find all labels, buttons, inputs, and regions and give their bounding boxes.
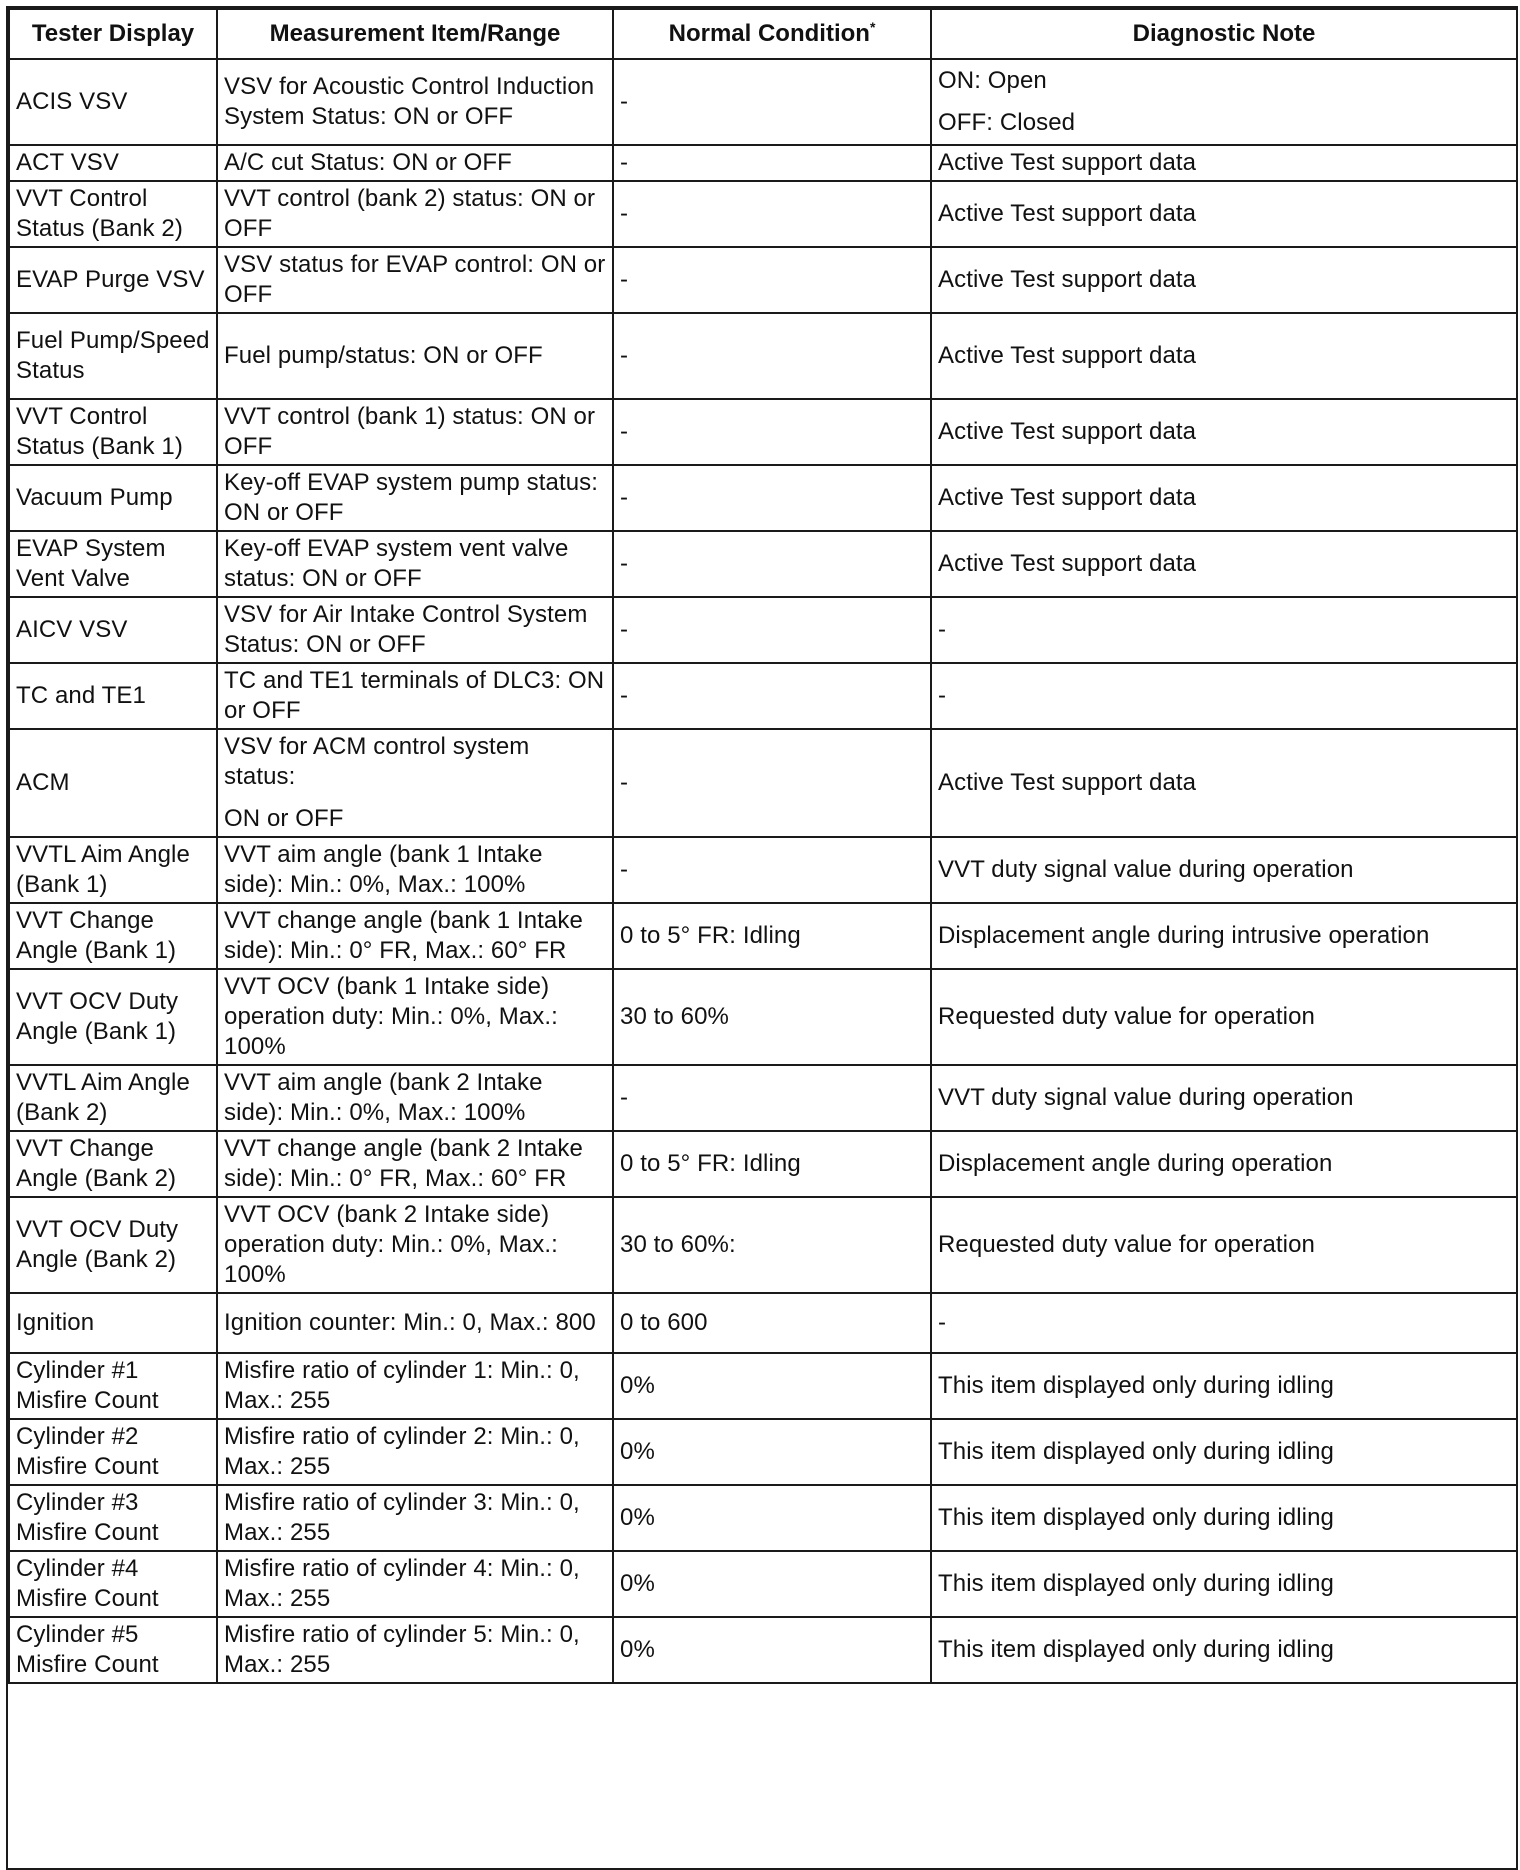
cell-normal-condition-text: -: [620, 418, 629, 445]
cell-measurement-item: [217, 1293, 613, 1353]
header-tester-display: Tester Display: [9, 9, 217, 59]
table-row: [9, 465, 1517, 531]
cell-normal-condition: [613, 145, 931, 181]
cell-diagnostic-note-text: Active Test support data: [938, 418, 1197, 445]
cell-normal-condition: [613, 465, 931, 531]
cell-measurement-item-text-secondary: ON or OFF: [224, 805, 344, 832]
cell-measurement-item: [217, 729, 613, 837]
cell-normal-condition-text: -: [620, 88, 629, 115]
cell-normal-condition: [613, 597, 931, 663]
cell-tester-display: [9, 1617, 217, 1683]
cell-normal-condition-text: 0 to 5° FR: Idling: [620, 922, 801, 949]
cell-normal-condition: [613, 729, 931, 837]
cell-diagnostic-note: [931, 1197, 1517, 1293]
cell-diagnostic-note: [931, 181, 1517, 247]
cell-normal-condition-text: -: [620, 682, 629, 709]
cell-measurement-item-text: Misfire ratio of cylinder 1: Min.: 0, Max.: 255: [224, 1357, 580, 1414]
cell-normal-condition: [613, 313, 931, 399]
cell-tester-display-text: EVAP System Vent Valve: [16, 535, 166, 592]
cell-tester-display-text: EVAP Purge VSV: [16, 266, 205, 293]
cell-normal-condition-text: -: [620, 856, 629, 883]
cell-tester-display-text: VVT Control Status (Bank 1): [16, 403, 183, 460]
cell-diagnostic-note-text: VVT duty signal value during operation: [938, 1084, 1354, 1111]
table-header-row: [9, 9, 1517, 59]
cell-tester-display-text: Cylinder #3 Misfire Count: [16, 1489, 159, 1546]
cell-diagnostic-note: [931, 969, 1517, 1065]
table-row: [9, 531, 1517, 597]
cell-measurement-item: [217, 465, 613, 531]
table-row: [9, 1353, 1517, 1419]
cell-measurement-item-text: VVT change angle (bank 1 Intake side): Min.: 0° FR, Max.: 60° FR: [224, 907, 583, 964]
cell-normal-condition: [613, 837, 931, 903]
cell-diagnostic-note-text: VVT duty signal value during operation: [938, 856, 1354, 883]
paragraph-gap: [224, 792, 606, 804]
cell-measurement-item-text: VVT control (bank 1) status: ON or OFF: [224, 403, 596, 460]
cell-diagnostic-note-text: This item displayed only during idling: [938, 1438, 1335, 1465]
cell-tester-display-text: Vacuum Pump: [16, 484, 173, 511]
cell-diagnostic-note-text: ON: Open: [938, 67, 1047, 94]
cell-measurement-item: [217, 903, 613, 969]
cell-diagnostic-note: [931, 1551, 1517, 1617]
cell-normal-condition: [613, 663, 931, 729]
header-normal-condition-label: Normal Condition: [668, 20, 870, 47]
cell-normal-condition: [613, 903, 931, 969]
cell-diagnostic-note: [931, 465, 1517, 531]
cell-measurement-item: [217, 531, 613, 597]
cell-measurement-item-text: Misfire ratio of cylinder 2: Min.: 0, Max.: 255: [224, 1423, 580, 1480]
header-measurement-item: Measurement Item/Range: [217, 9, 613, 59]
cell-measurement-item-text: Key-off EVAP system vent valve status: ON or OFF: [224, 535, 569, 592]
cell-tester-display: [9, 663, 217, 729]
cell-tester-display: [9, 1353, 217, 1419]
cell-diagnostic-note-text: Active Test support data: [938, 342, 1197, 369]
cell-normal-condition-text: -: [620, 1084, 629, 1111]
table-row: [9, 903, 1517, 969]
cell-normal-condition-text: 0%: [620, 1570, 655, 1597]
cell-measurement-item-text: TC and TE1 terminals of DLC3: ON or OFF: [224, 667, 605, 724]
cell-measurement-item-text: Misfire ratio of cylinder 3: Min.: 0, Max.: 255: [224, 1489, 580, 1546]
cell-normal-condition-text: -: [620, 149, 629, 176]
cell-normal-condition: [613, 181, 931, 247]
footnote-mark: *: [869, 19, 876, 35]
cell-diagnostic-note: [931, 1293, 1517, 1353]
cell-normal-condition-text: 0%: [620, 1372, 655, 1399]
cell-diagnostic-note-text: -: [938, 1309, 947, 1336]
header-normal-condition: [613, 9, 931, 59]
cell-normal-condition: [613, 531, 931, 597]
cell-diagnostic-note: [931, 247, 1517, 313]
cell-diagnostic-note-text: Active Test support data: [938, 200, 1197, 227]
cell-normal-condition-text: 0 to 5° FR: Idling: [620, 1150, 801, 1177]
cell-tester-display: [9, 465, 217, 531]
cell-measurement-item: [217, 181, 613, 247]
cell-tester-display: [9, 729, 217, 837]
cell-tester-display: [9, 313, 217, 399]
cell-measurement-item: [217, 1485, 613, 1551]
cell-normal-condition-text: -: [620, 550, 629, 577]
cell-tester-display: [9, 59, 217, 145]
cell-tester-display: [9, 1293, 217, 1353]
cell-tester-display-text: ACT VSV: [16, 149, 119, 176]
cell-diagnostic-note-text: Displacement angle during operation: [938, 1150, 1333, 1177]
table-row: [9, 1617, 1517, 1683]
cell-measurement-item: [217, 1065, 613, 1131]
cell-tester-display: [9, 1065, 217, 1131]
cell-diagnostic-note: [931, 1485, 1517, 1551]
cell-measurement-item: [217, 313, 613, 399]
table-row: [9, 1485, 1517, 1551]
cell-measurement-item-text: VVT aim angle (bank 2 Intake side): Min.: 0%, Max.: 100%: [224, 1069, 543, 1126]
cell-tester-display-text: VVT OCV Duty Angle (Bank 2): [16, 1216, 179, 1273]
cell-measurement-item: [217, 597, 613, 663]
cell-diagnostic-note-text: -: [938, 682, 947, 709]
cell-normal-condition-text: 0%: [620, 1636, 655, 1663]
cell-measurement-item-text: VVT OCV (bank 2 Intake side) operation duty: Min.: 0%, Max.: 100%: [224, 1201, 558, 1288]
cell-measurement-item: [217, 1551, 613, 1617]
cell-normal-condition: [613, 1353, 931, 1419]
cell-measurement-item-text: Ignition counter: Min.: 0, Max.: 800: [224, 1309, 596, 1336]
cell-tester-display: [9, 969, 217, 1065]
cell-tester-display-text: Cylinder #2 Misfire Count: [16, 1423, 159, 1480]
cell-measurement-item-text: VSV for Acoustic Control Induction System Status: ON or OFF: [224, 73, 595, 130]
cell-diagnostic-note: [931, 1617, 1517, 1683]
cell-diagnostic-note-text: Active Test support data: [938, 550, 1197, 577]
cell-tester-display: [9, 1551, 217, 1617]
cell-tester-display-text: VVT OCV Duty Angle (Bank 1): [16, 988, 179, 1045]
cell-diagnostic-note-text: Active Test support data: [938, 769, 1197, 796]
cell-normal-condition-text: -: [620, 616, 629, 643]
cell-diagnostic-note: [931, 145, 1517, 181]
cell-normal-condition-text: 0 to 600: [620, 1309, 708, 1336]
cell-tester-display: [9, 145, 217, 181]
cell-tester-display: [9, 531, 217, 597]
cell-tester-display-text: VVT Control Status (Bank 2): [16, 185, 183, 242]
cell-measurement-item-text: VVT aim angle (bank 1 Intake side): Min.: 0%, Max.: 100%: [224, 841, 543, 898]
cell-diagnostic-note: [931, 729, 1517, 837]
cell-diagnostic-note-text-secondary: OFF: Closed: [938, 109, 1076, 136]
cell-normal-condition: [613, 1065, 931, 1131]
cell-normal-condition-text: -: [620, 484, 629, 511]
cell-tester-display-text: VVT Change Angle (Bank 1): [16, 907, 177, 964]
cell-measurement-item: [217, 59, 613, 145]
cell-measurement-item: [217, 247, 613, 313]
table-row: [9, 247, 1517, 313]
cell-normal-condition-text: -: [620, 769, 629, 796]
cell-tester-display-text: Cylinder #1 Misfire Count: [16, 1357, 159, 1414]
cell-tester-display-text: ACIS VSV: [16, 88, 128, 115]
cell-measurement-item: [217, 1353, 613, 1419]
cell-tester-display: [9, 1419, 217, 1485]
cell-diagnostic-note: [931, 1131, 1517, 1197]
table-row: [9, 969, 1517, 1065]
cell-measurement-item-text: VVT change angle (bank 2 Intake side): Min.: 0° FR, Max.: 60° FR: [224, 1135, 583, 1192]
cell-normal-condition: [613, 1131, 931, 1197]
cell-diagnostic-note: [931, 903, 1517, 969]
cell-normal-condition: [613, 1551, 931, 1617]
cell-measurement-item: [217, 145, 613, 181]
table-row: [9, 1065, 1517, 1131]
cell-normal-condition: [613, 247, 931, 313]
cell-normal-condition: [613, 1617, 931, 1683]
table-row: [9, 1551, 1517, 1617]
cell-normal-condition-text: 0%: [620, 1438, 655, 1465]
cell-normal-condition-text: -: [620, 342, 629, 369]
cell-diagnostic-note-text: This item displayed only during idling: [938, 1570, 1335, 1597]
table-row: [9, 837, 1517, 903]
data-list-table: [8, 8, 1518, 1684]
cell-tester-display-text: AICV VSV: [16, 616, 128, 643]
cell-measurement-item: [217, 1131, 613, 1197]
cell-measurement-item-text: VSV status for EVAP control: ON or OFF: [224, 251, 606, 308]
cell-tester-display-text: VVTL Aim Angle (Bank 2): [16, 1069, 190, 1126]
cell-diagnostic-note: [931, 597, 1517, 663]
header-diagnostic-note: Diagnostic Note: [931, 9, 1517, 59]
cell-tester-display-text: Cylinder #5 Misfire Count: [16, 1621, 159, 1678]
cell-diagnostic-note-text: Active Test support data: [938, 266, 1197, 293]
cell-diagnostic-note-text: Requested duty value for operation: [938, 1231, 1315, 1258]
cell-diagnostic-note: [931, 1353, 1517, 1419]
table-row: [9, 597, 1517, 663]
cell-measurement-item-text: VVT control (bank 2) status: ON or OFF: [224, 185, 596, 242]
cell-diagnostic-note-text: Active Test support data: [938, 484, 1197, 511]
cell-diagnostic-note: [931, 1419, 1517, 1485]
cell-diagnostic-note: [931, 313, 1517, 399]
cell-tester-display: [9, 597, 217, 663]
table-row: [9, 729, 1517, 837]
table-row: [9, 1131, 1517, 1197]
cell-tester-display-text: ACM: [16, 769, 70, 796]
cell-diagnostic-note: [931, 1065, 1517, 1131]
cell-normal-condition-text: -: [620, 200, 629, 227]
table-row: [9, 399, 1517, 465]
cell-diagnostic-note-text: -: [938, 616, 947, 643]
cell-tester-display: [9, 1485, 217, 1551]
cell-tester-display-text: Fuel Pump/Speed Status: [16, 327, 210, 384]
table-row: [9, 1197, 1517, 1293]
paragraph-gap: [938, 96, 1510, 108]
cell-diagnostic-note: [931, 837, 1517, 903]
table-row: [9, 181, 1517, 247]
cell-diagnostic-note-text: Requested duty value for operation: [938, 1003, 1315, 1030]
cell-normal-condition-text: 30 to 60%:: [620, 1231, 736, 1258]
cell-normal-condition: [613, 59, 931, 145]
cell-measurement-item-text: Misfire ratio of cylinder 5: Min.: 0, Max.: 255: [224, 1621, 580, 1678]
table-row: [9, 313, 1517, 399]
cell-measurement-item-text: Misfire ratio of cylinder 4: Min.: 0, Max.: 255: [224, 1555, 580, 1612]
cell-tester-display: [9, 181, 217, 247]
cell-tester-display-text: VVT Change Angle (Bank 2): [16, 1135, 177, 1192]
cell-diagnostic-note-text: Active Test support data: [938, 149, 1197, 176]
cell-diagnostic-note-text: Displacement angle during intrusive operation: [938, 922, 1430, 949]
cell-normal-condition-text: 0%: [620, 1504, 655, 1531]
cell-normal-condition: [613, 1197, 931, 1293]
cell-normal-condition: [613, 1293, 931, 1353]
cell-measurement-item: [217, 399, 613, 465]
cell-normal-condition: [613, 1419, 931, 1485]
cell-diagnostic-note: [931, 59, 1517, 145]
cell-diagnostic-note: [931, 531, 1517, 597]
cell-tester-display-text: VVTL Aim Angle (Bank 1): [16, 841, 190, 898]
cell-tester-display: [9, 247, 217, 313]
cell-tester-display: [9, 837, 217, 903]
cell-measurement-item: [217, 663, 613, 729]
cell-measurement-item: [217, 969, 613, 1065]
table-row: [9, 663, 1517, 729]
cell-diagnostic-note: [931, 399, 1517, 465]
cell-normal-condition-text: 30 to 60%: [620, 1003, 729, 1030]
cell-measurement-item: [217, 1419, 613, 1485]
cell-normal-condition: [613, 399, 931, 465]
cell-measurement-item: [217, 1197, 613, 1293]
cell-tester-display-text: Cylinder #4 Misfire Count: [16, 1555, 159, 1612]
cell-measurement-item-text: Fuel pump/status: ON or OFF: [224, 342, 543, 369]
cell-diagnostic-note-text: This item displayed only during idling: [938, 1372, 1335, 1399]
table-row: [9, 59, 1517, 145]
cell-measurement-item: [217, 837, 613, 903]
cell-measurement-item-text: VVT OCV (bank 1 Intake side) operation duty: Min.: 0%, Max.: 100%: [224, 973, 558, 1060]
cell-normal-condition: [613, 969, 931, 1065]
cell-normal-condition: [613, 1485, 931, 1551]
cell-diagnostic-note: [931, 663, 1517, 729]
cell-normal-condition-text: -: [620, 266, 629, 293]
table-body: [9, 59, 1517, 1683]
cell-measurement-item-text: A/C cut Status: ON or OFF: [224, 149, 512, 176]
cell-measurement-item-text: VSV for ACM control system status:: [224, 733, 530, 790]
cell-tester-display-text: Ignition: [16, 1309, 95, 1336]
cell-measurement-item: [217, 1617, 613, 1683]
cell-tester-display: [9, 399, 217, 465]
cell-diagnostic-note-text: This item displayed only during idling: [938, 1636, 1335, 1663]
table-row: [9, 145, 1517, 181]
cell-tester-display: [9, 1197, 217, 1293]
table-row: [9, 1293, 1517, 1353]
cell-tester-display-text: TC and TE1: [16, 682, 146, 709]
table-row: [9, 1419, 1517, 1485]
cell-measurement-item-text: VSV for Air Intake Control System Status: ON or OFF: [224, 601, 588, 658]
cell-tester-display: [9, 903, 217, 969]
cell-tester-display: [9, 1131, 217, 1197]
cell-diagnostic-note-text: This item displayed only during idling: [938, 1504, 1335, 1531]
cell-measurement-item-text: Key-off EVAP system pump status: ON or OFF: [224, 469, 599, 526]
